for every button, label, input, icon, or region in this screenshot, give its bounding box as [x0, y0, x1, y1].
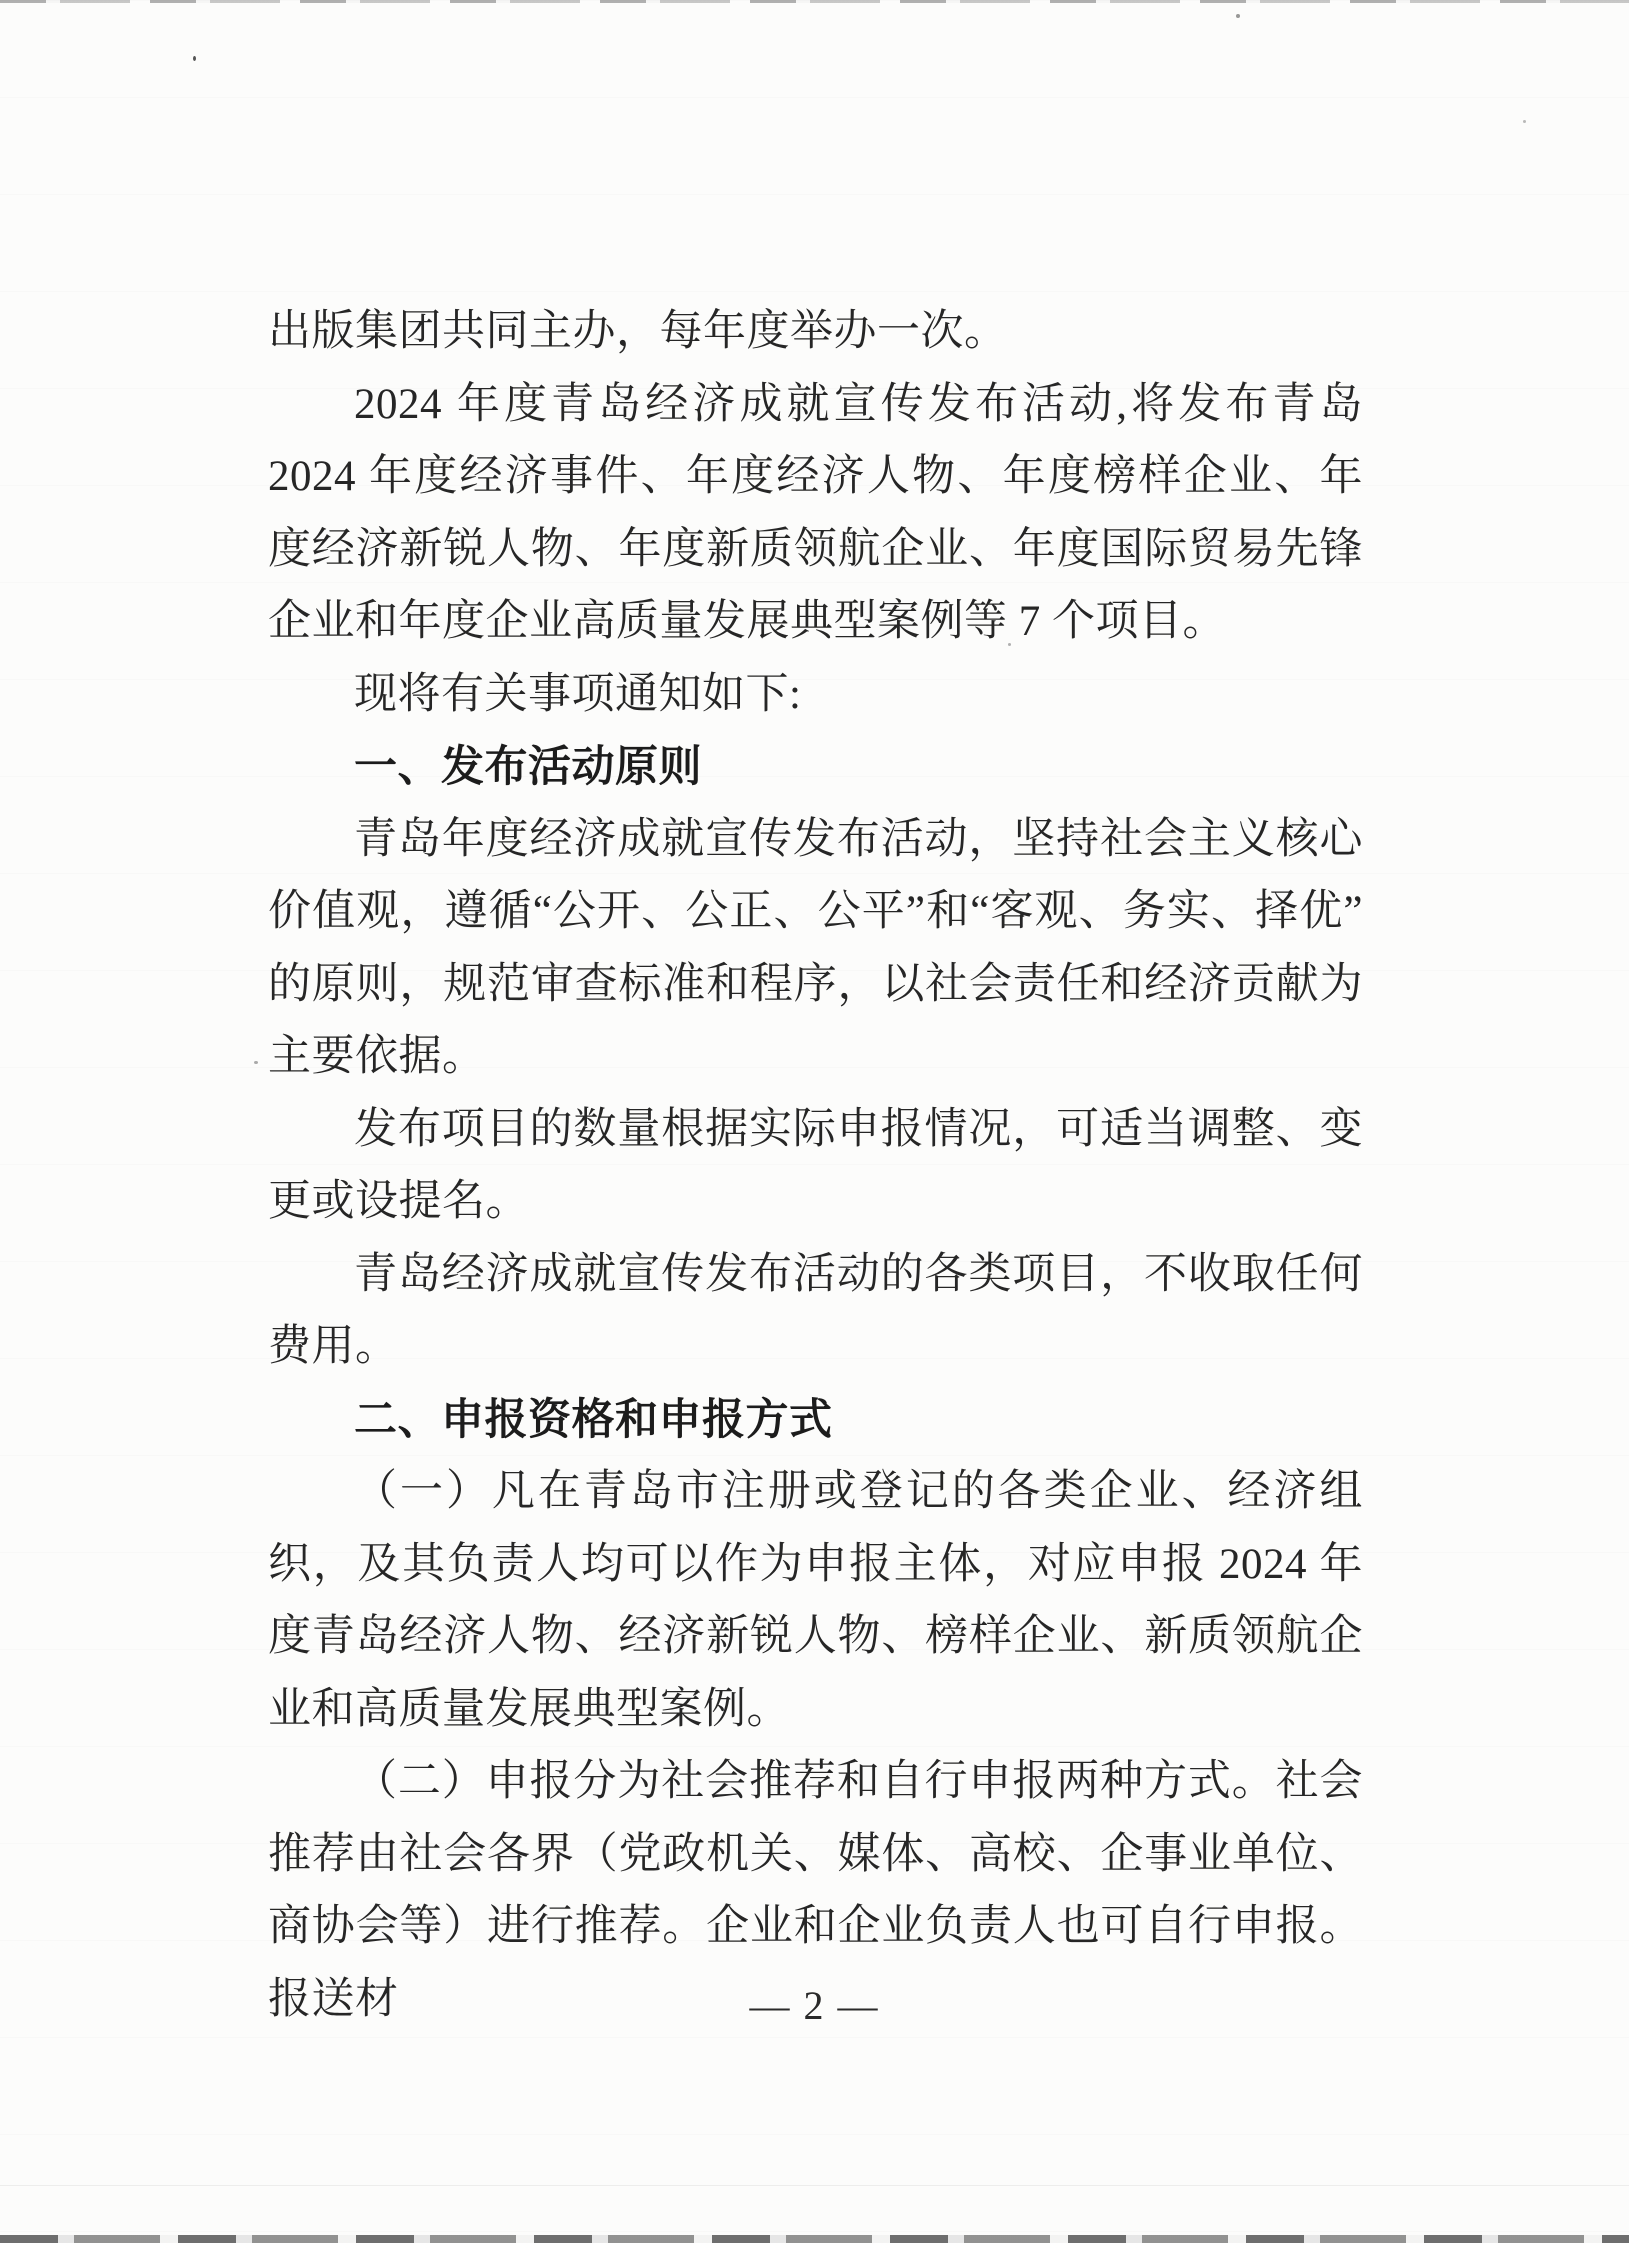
page-number: — 2 — [749, 1983, 880, 2028]
scan-streak [0, 2185, 1629, 2186]
scan-speck [193, 56, 196, 61]
scan-speck [254, 1061, 258, 1064]
scan-speck [1236, 14, 1240, 18]
doc-paragraph: 2024 年度青岛经济成就宣传发布活动,将发布青岛 2024 年度经济事件、年度经济人物、年度榜样企业、年度经济新锐人物、年度新质领航企业、年度国际贸易先锋企业和年度企业高质量发展典型案例等 7 个项目。 [268, 380, 1363, 645]
doc-paragraph: 出版集团共同主办，每年度举办一次。 [268, 308, 1008, 355]
section-heading-2: 二、申报资格和申报方式 [354, 1395, 833, 1444]
section-heading-1: 一、发布活动原则 [354, 743, 702, 791]
scan-artifact-top-edge [0, 0, 1629, 3]
scan-speck [1008, 643, 1011, 646]
doc-paragraph: 发布项目的数量根据实际申报情况，可适当调整、变更或设提名。 [268, 1105, 1363, 1225]
scan-artifact-bottom-edge [0, 2235, 1629, 2243]
doc-paragraph: 青岛经济成就宣传发布活动的各类项目，不收取任何费用。 [268, 1250, 1363, 1370]
doc-paragraph: 青岛年度经济成就宣传发布活动，坚持社会主义核心价值观，遵循“公开、公正、公平”和“客观、务实、择优”的原则，规范审查标准和程序，以社会责任和经济贡献为主要依据。 [268, 815, 1363, 1080]
document-body [268, 296, 1363, 2036]
doc-paragraph: 现将有关事项通知如下: [354, 670, 802, 718]
doc-paragraph: （二）申报分为社会推荐和自行申报两种方式。社会推荐由社会各界（党政机关、媒体、高校、企事业单位、商协会等）进行推荐。企业和企业负责人也可自行申报。报送材 [268, 1758, 1363, 2023]
doc-paragraph: （一）凡在青岛市注册或登记的各类企业、经济组织，及其负责人均可以作为申报主体，对应申报 2024 年度青岛经济人物、经济新锐人物、榜样企业、新质领航企业和高质量发展典型案例。 [268, 1468, 1363, 1733]
scan-speck [1523, 120, 1526, 123]
